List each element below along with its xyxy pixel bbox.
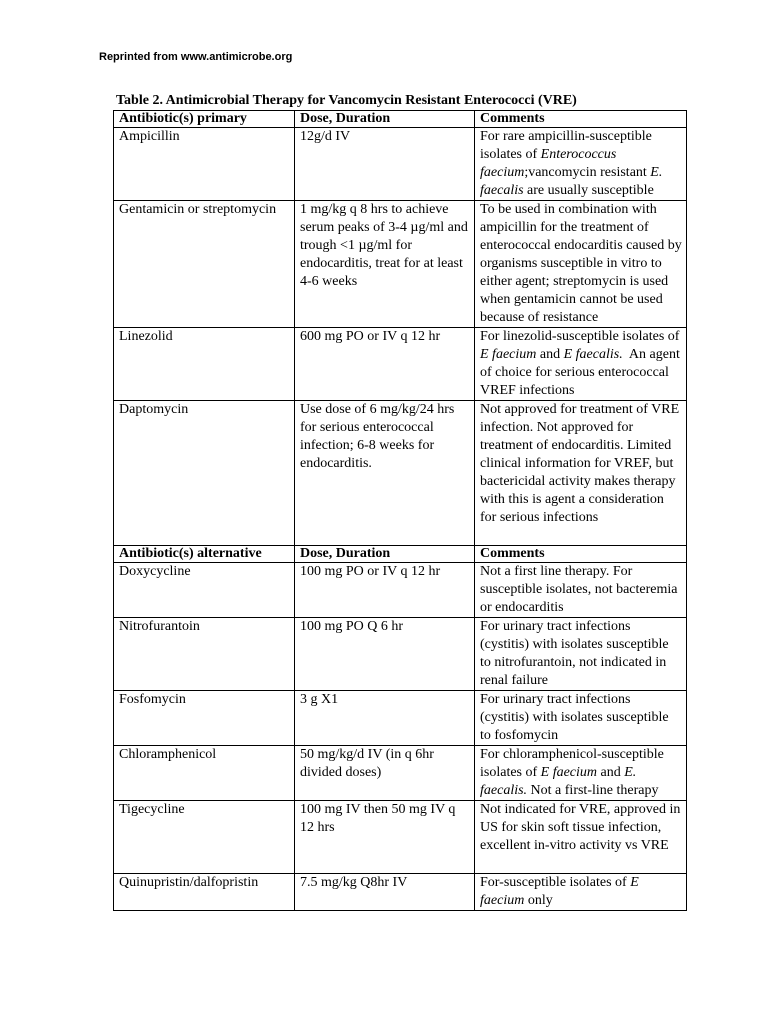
comment: Not a first line therapy. For susceptible isolates, not bacteremia or endocarditis: [475, 563, 687, 618]
comment: Not indicated for VRE, approved in US for skin soft tissue infection, excellent in-vitro activity vs VRE: [475, 801, 687, 874]
drug-name: Gentamicin or streptomycin: [114, 201, 295, 328]
comment-text: For-susceptible isolates of: [480, 875, 631, 890]
table-row: [114, 328, 687, 401]
dose-duration: 12g/d IV: [295, 128, 475, 201]
drug-name: Linezolid: [114, 328, 295, 401]
table-title: Table 2. Antimicrobial Therapy for Vancomycin Resistant Enterococci (VRE): [116, 93, 577, 108]
organism-name: E faecium: [480, 875, 639, 908]
table-row: [114, 746, 687, 801]
table-row: [114, 401, 687, 546]
dose-duration: 600 mg PO or IV q 12 hr: [295, 328, 475, 401]
comment-text: For rare ampicillin-susceptible isolates of: [480, 129, 652, 162]
comment-text: only: [524, 893, 553, 908]
drug-name: Ampicillin: [114, 128, 295, 201]
comment: Not approved for treatment of VRE infection. Not approved for treatment of endocarditis. Limited clinical information for VREF, but bactericidal activity makes therapy with this is agent a consideration for serious infections: [475, 401, 687, 546]
table-row: [114, 618, 687, 691]
comment: To be used in combination with ampicillin for the treatment of enterococcal endocarditis caused by organisms susceptible in vitro to either agent; streptomycin is used when gentamicin cannot be used because of resistance: [475, 201, 687, 328]
drug-name: Chloramphenicol: [114, 746, 295, 801]
header-comments: Comments: [475, 546, 687, 563]
comment-text: An agent of choice for serious enterococcal VREF infections: [480, 347, 684, 398]
dose-duration: 7.5 mg/kg Q8hr IV: [295, 874, 475, 911]
header-comments: Comments: [475, 111, 687, 128]
drug-name: Quinupristin/dalfopristin: [114, 874, 295, 911]
drug-name: Fosfomycin: [114, 691, 295, 746]
comment: [475, 128, 687, 201]
comment-text: Not a first-line therapy: [527, 783, 659, 798]
comment: [475, 328, 687, 401]
vre-therapy-table: [113, 110, 687, 911]
dose-duration: 3 g X1: [295, 691, 475, 746]
drug-name: Doxycycline: [114, 563, 295, 618]
alternative-header-row: [114, 546, 687, 563]
table-row: [114, 201, 687, 328]
comment-text: are usually susceptible: [523, 183, 654, 198]
header-dose-duration: Dose, Duration: [295, 546, 475, 563]
comment-text: For chloramphenicol-susceptible isolates of: [480, 747, 664, 780]
drug-name: Tigecycline: [114, 801, 295, 874]
dose-duration: 100 mg PO or IV q 12 hr: [295, 563, 475, 618]
header-dose-duration: Dose, Duration: [295, 111, 475, 128]
table-row: [114, 691, 687, 746]
comment: [475, 746, 687, 801]
comment-text: and: [597, 765, 625, 780]
table-row: [114, 874, 687, 911]
organism-name: E faecium: [540, 765, 598, 780]
dose-duration: 1 mg/kg q 8 hrs to achieve serum peaks of 3-4 µg/ml and trough <1 µg/ml for endocarditis, treat for at least 4-6 weeks: [295, 201, 475, 328]
table-row: [114, 128, 687, 201]
header-antibiotic-alternative: Antibiotic(s) alternative: [114, 546, 295, 563]
dose-duration: 100 mg PO Q 6 hr: [295, 618, 475, 691]
organism-name: E. faecalis: [480, 165, 663, 198]
drug-name: Daptomycin: [114, 401, 295, 546]
comment-text: ;vancomycin resistant: [524, 165, 651, 180]
dose-duration: 100 mg IV then 50 mg IV q 12 hrs: [295, 801, 475, 874]
comment: For urinary tract infections (cystitis) with isolates susceptible to nitrofurantoin, not indicated in renal failure: [475, 618, 687, 691]
comment-text: and: [536, 347, 564, 362]
table-row: [114, 563, 687, 618]
comment-text: For linezolid-susceptible isolates of: [480, 329, 680, 344]
comment: [475, 874, 687, 911]
table-row: [114, 801, 687, 874]
header-antibiotic-primary: Antibiotic(s) primary: [114, 111, 295, 128]
organism-name: Enterococcus faecium: [480, 147, 617, 180]
organism-name: E. faecalis.: [480, 765, 637, 798]
primary-header-row: [114, 111, 687, 128]
organism-name: E faecium: [480, 347, 537, 362]
dose-duration: 50 mg/kg/d IV (in q 6hr divided doses): [295, 746, 475, 801]
dose-duration: Use dose of 6 mg/kg/24 hrs for serious enterococcal infection; 6-8 weeks for endocarditis.: [295, 401, 475, 546]
organism-name: E faecalis.: [563, 347, 623, 362]
drug-name: Nitrofurantoin: [114, 618, 295, 691]
comment: For urinary tract infections (cystitis) with isolates susceptible to fosfomycin: [475, 691, 687, 746]
reprint-notice: Reprinted from www.antimicrobe.org: [99, 51, 293, 63]
